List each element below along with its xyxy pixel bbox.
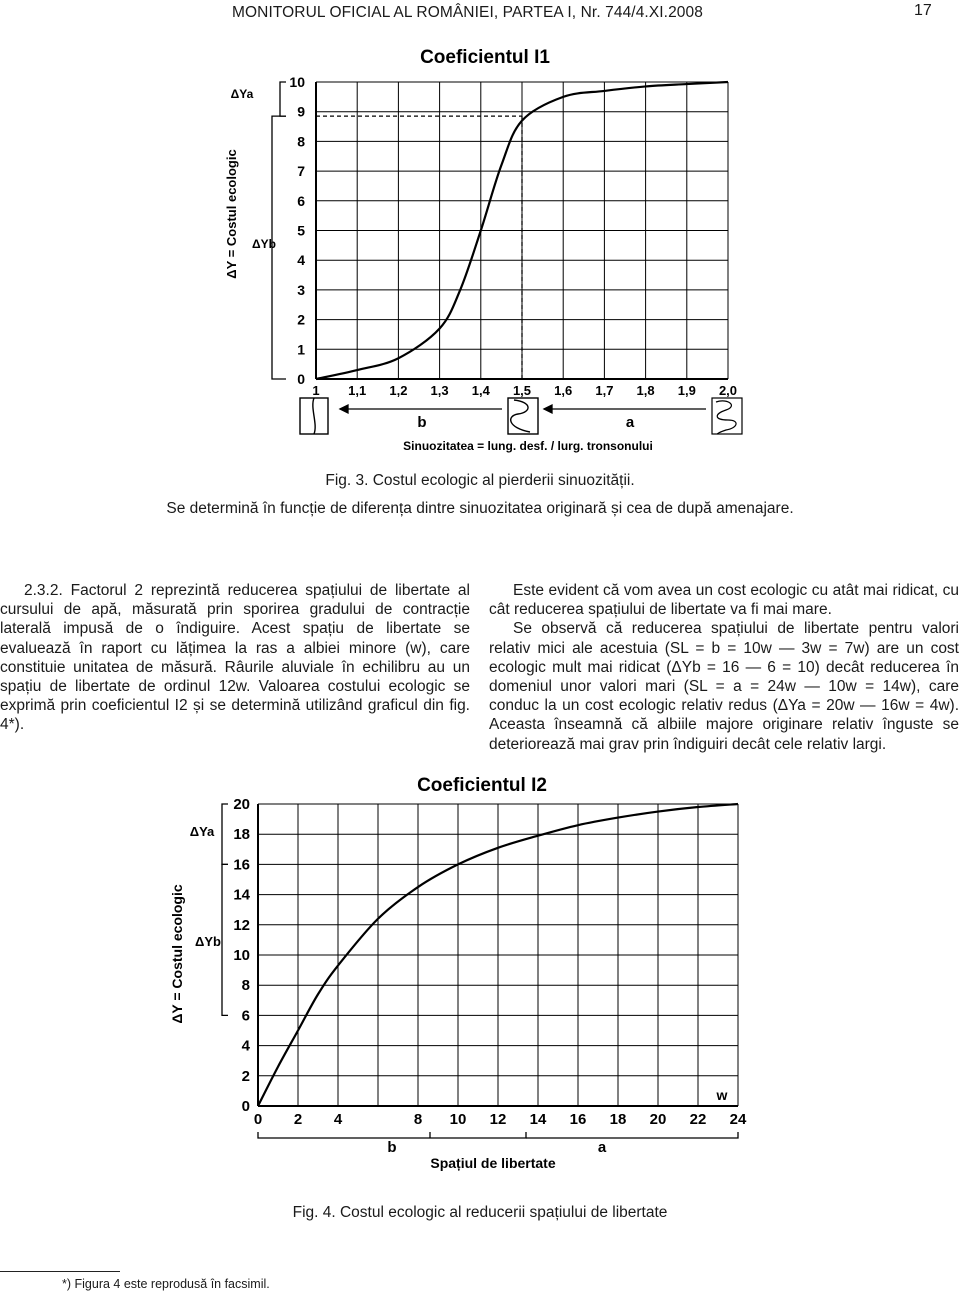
figure-2-segment-brackets	[258, 1132, 738, 1138]
figure-2-segment-a-label: a	[597, 1139, 607, 1156]
figure-2-delta-ya: ΔYa	[189, 824, 215, 839]
figure-2-y-tick-label: 6	[241, 1007, 250, 1025]
figure-1-y-tick-label: 0	[297, 371, 305, 387]
figure-2-x-tick-label: 12	[489, 1111, 507, 1128]
figure-2-x-tick-label: 16	[569, 1111, 587, 1128]
figure-2-x-tick-label: 4	[333, 1111, 343, 1128]
footnote: *) Figura 4 este reprodusă în facsimil.	[62, 1277, 270, 1291]
figure-1-x-ticks	[312, 383, 737, 398]
figure-1-segment-arrows	[340, 405, 706, 413]
figure-1-delta-a-bracket	[280, 82, 286, 116]
figure-1-delta-ya: ΔYa	[230, 87, 254, 101]
figure-2-delta-b-bracket-line	[222, 864, 228, 1015]
figure-2-chart	[160, 768, 780, 1180]
figure-1-y-tick-label: 6	[297, 192, 305, 209]
figure-1-x-tick-label: 1,3	[430, 383, 449, 398]
figure-2-x-tick-label: 20	[649, 1111, 667, 1128]
figure-1-x-axis-label: Sinuozitatea = lung. desf. / lurg. tronsonului	[403, 439, 653, 453]
figure-2-x-tick-label: 24	[729, 1111, 747, 1128]
publication-title: MONITORUL OFICIAL AL ROMÂNIEI, PARTEA I, Nr. 744/4.XI.2008	[232, 4, 703, 21]
footnote-rule	[0, 1271, 120, 1272]
right-column-text	[489, 581, 959, 754]
figure-1-y-tick-label: 4	[297, 252, 305, 269]
page-number: 17	[914, 2, 932, 19]
figure-1-y-tick-label: 9	[297, 103, 305, 120]
paragraph-observation: Se observă că reducerea spațiului de libertate pentru valori relativ mici ale acestuia (SL = b = 10w — 3w = 7w) are un cost ecologic mult mai ridicat (ΔYb = 16 — 6 = 10) decât reducerea în domeniul unor valori mari (SL = a = 24w — 10w = 14w), care conduc la un cost ecologic relativ redus (ΔYa = 20w — 16w = 4w). Aceasta înseamnă că albiile majore originare relativ înguste se deteriorează mai grav prin îndiguiri decât cele relativ largi.	[489, 620, 959, 753]
figure-2-x-axis-label: Spațiul de libertate	[430, 1155, 556, 1171]
figure-2-grid	[258, 804, 738, 1106]
figure-2-x-ticks	[254, 1111, 747, 1128]
figure-2-title: Coeficientul I2	[417, 775, 547, 796]
figure-2-segment-b-label: b	[387, 1139, 397, 1156]
figure-2-x-tick-label: 2	[293, 1111, 303, 1128]
figure-1-y-tick-label: 7	[297, 163, 305, 180]
figure-2-x-tick-label: 10	[449, 1111, 467, 1128]
figure-2-x-tick-label: 14	[529, 1111, 547, 1128]
figure-2-y-tick-label: 10	[233, 947, 250, 964]
figure-2-caption: Fig. 4. Costul ecologic al reducerii spațiului de libertate	[292, 1204, 668, 1221]
figure-1-y-tick-label: 5	[297, 222, 305, 239]
figure-1-x-tick-label: 1,9	[677, 383, 696, 398]
figure-1-segment-a-label: a	[625, 414, 635, 431]
figure-1-delta-a-bracket-line	[280, 82, 286, 116]
figure-1-caption-detail: Se determină în funcție de diferența dintre sinuozitatea originară și cea de după amenajare.	[166, 500, 794, 517]
figure-2-y-tick-label: 2	[241, 1067, 250, 1085]
figure-1-delta-yb: ΔYb	[252, 237, 276, 251]
page-header	[0, 4, 960, 26]
figure-1-y-tick-label: 10	[289, 74, 305, 90]
figure-1-guide-lines	[316, 116, 522, 379]
figure-2-delta-a-bracket-line	[222, 804, 228, 864]
left-column-text	[0, 581, 470, 735]
figure-1-x-tick-label: 2,0	[718, 383, 738, 398]
figure-2-delta-a-bracket	[222, 804, 228, 864]
figure-2-y-ticks	[233, 796, 250, 1115]
figure-2-x-tick-label: 22	[689, 1111, 707, 1128]
figure-1-x-tick-label: 1,8	[636, 383, 655, 398]
figure-2-y-tick-label: 18	[233, 826, 250, 844]
figure-1-x-tick-label: 1,4	[471, 383, 490, 398]
figure-2-y-tick-label: 16	[233, 856, 250, 874]
figure-1-x-tick-label: 1,6	[554, 383, 573, 398]
figure-1-y-tick-label: 3	[297, 281, 305, 298]
figure-2-x-tick-label: 18	[609, 1111, 627, 1128]
figure-1-y-ticks	[289, 74, 305, 387]
figure-1-x-tick-label: 1,5	[512, 383, 532, 398]
figure-2-y-tick-label: 20	[233, 796, 250, 813]
figure-1-chart	[200, 42, 760, 472]
high-meander-channel-icon	[712, 398, 742, 434]
figure-1-x-tick-label: 1,2	[389, 383, 408, 398]
paragraph-cost-conclusion: Este evident că vom avea un cost ecologic cu atât mai ridicat, cu cât reducerea spațiului de libertate va fi mai mare.	[489, 582, 959, 619]
figure-2-delta-yb: ΔYb	[195, 934, 221, 949]
figure-2-x-tick-label: 0	[253, 1111, 263, 1128]
figure-2-x-unit: w	[716, 1087, 728, 1103]
figure-1-y-axis-label: ΔY = Costul ecologic	[224, 149, 239, 279]
figure-1-title: Coeficientul I1	[420, 47, 550, 68]
figure-2-x-tick-label: 8	[413, 1111, 423, 1128]
figure-2-y-tick-label: 12	[233, 916, 250, 934]
figure-1-x-tick-label: 1,7	[595, 383, 614, 398]
figure-2-y-axis-label: ΔY = Costul ecologic	[169, 884, 185, 1024]
figure-1-x-tick-label: 1	[312, 383, 320, 398]
figure-2-delta-b-bracket	[222, 864, 228, 1015]
figure-1-segment-b-label: b	[417, 414, 427, 431]
figure-1-y-tick-label: 2	[297, 311, 305, 328]
figure-1-caption: Fig. 3. Costul ecologic al pierderii sinuozității.	[325, 472, 635, 489]
figure-2-y-tick-label: 0	[241, 1098, 250, 1115]
figure-1-y-tick-label: 1	[297, 341, 305, 358]
figure-2-y-tick-label: 14	[233, 886, 250, 904]
section-2-3-2-paragraph: 2.3.2. Factorul 2 reprezintă reducerea spațiului de libertate al cursului de apă, măsurată prin sporirea gradului de contracție laterală impusă de o îndiguire. Acest spațiu de libertate se evaluează în raport cu lățimea la ras a albiei minore (w), care constituie unitatea de măsură. Râurile aluviale în echilibru au un spațiu de libertate de ordinul 12w. Valoarea costului ecologic se exprimă prin coeficientul I2 și se determină utilizând graficul din fig. 4*).	[0, 582, 470, 734]
meander-channel-icon	[508, 398, 538, 434]
figure-1-y-tick-label: 8	[297, 133, 305, 150]
figure-2-y-tick-label: 4	[241, 1037, 250, 1055]
straight-channel-icon	[300, 398, 328, 434]
figure-2-y-tick-label: 8	[241, 977, 250, 995]
figure-1-x-tick-label: 1,1	[348, 383, 367, 398]
